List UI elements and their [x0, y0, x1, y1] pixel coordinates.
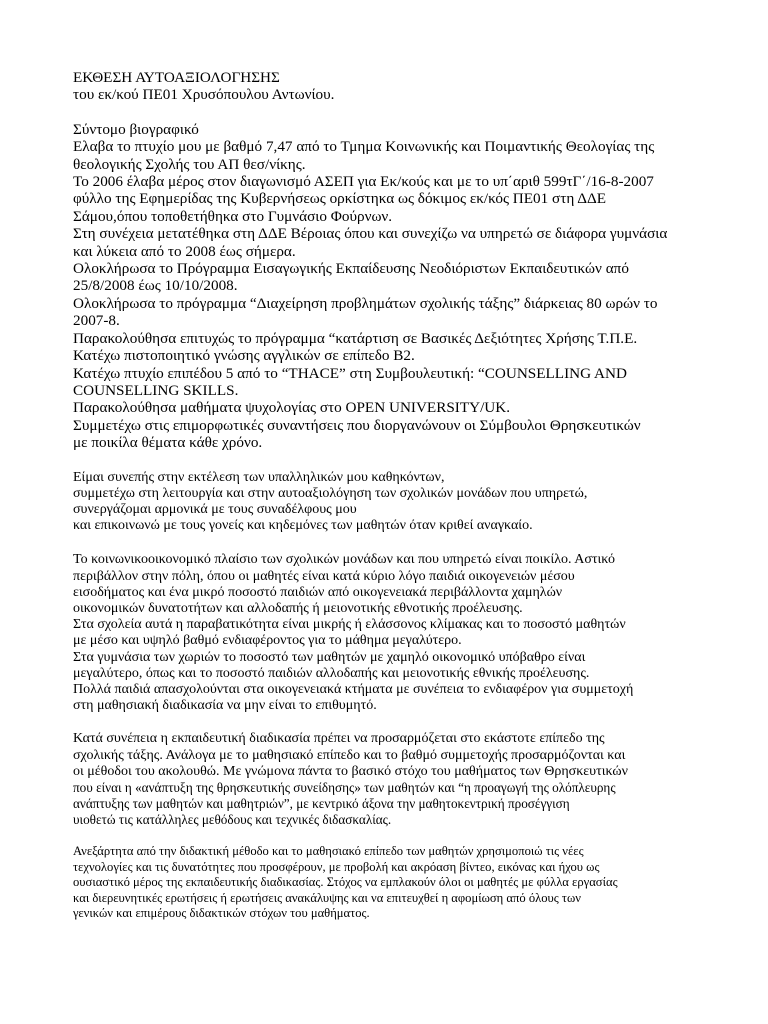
spacer [73, 827, 713, 844]
bio-line: COUNSELLING SKILLS. [73, 381, 239, 399]
bio-line: Παρακολούθησα επιτυχώς το πρόγραμμα “κατάρτιση σε Βασικές Δεξιότητες Χρήσης Τ.Π.Ε. [73, 329, 638, 347]
bio-heading: Σύντομο βιογραφικό [73, 120, 199, 138]
tech-line: ουσιαστικό μέρος της εκπαιδευτικής διαδικασίας. Στόχος να εμπλακούν όλοι οι μαθητές με φύλλα εργασίας [73, 875, 618, 890]
duties-line: και επικοινωνώ με τους γονείς και κηδεμόνες των μαθητών όταν κριθεί αναγκαίο. [73, 518, 533, 534]
method-line: υιοθετώ τις κατάλληλες μεθόδους και τεχνικές διδασκαλίας. [73, 811, 392, 827]
context-line: εισοδήματος και ένα μικρό ποσοστό παιδιών από οικογενειακά περιβάλλοντα χαμηλών [73, 584, 563, 600]
context-line: οικονομικών δυνατοτήτων και αλλοδαπής ή μειονοτικής εθνοτικής προέλευσης. [73, 600, 523, 616]
bio-line: Συμμετέχω στις επιμορφωτικές συναντήσεις που διοργανώνουν οι Σύμβουλοι Θρησκευτικών [73, 416, 641, 434]
tech-paragraph [73, 844, 713, 921]
method-line: Κατά συνέπεια η εκπαιδευτική διαδικασία πρέπει να προσαρμόζεται στο εκάστοτε επίπεδο της [73, 731, 605, 747]
document-page [73, 69, 713, 921]
tech-line: γενικών και επιμέρους διδακτικών στόχων του μαθήματος. [73, 906, 370, 920]
bio-line: Το 2006 έλαβα μέρος στον διαγωνισμό ΑΣΕΠ για Εκ/κούς και με το υπ΄αριθ 599τΓ΄/16-8-2007 [73, 173, 654, 191]
method-line: οι μέθοδοι του ακολουθώ. Με γνώμονα πάντα το βασικό στόχο του μαθήματος των Θρησκευτικών [73, 763, 628, 779]
bio-line: 2007-8. [73, 312, 120, 330]
bio-line: Κατέχω πιστοποιητικό γνώσης αγγλικών σε επίπεδο Β2. [73, 347, 415, 365]
bio-line: 25/8/2008 έως 10/10/2008. [73, 277, 238, 295]
duties-line: συμμετέχω στη λειτουργία και στην αυτοαξιολόγηση των σχολικών μονάδων που υπηρετώ, [73, 485, 588, 501]
duties-paragraph [73, 470, 713, 535]
bio-line: Στη συνέχεια μετατέθηκα στη ΔΔΕ Βέροιας όπου και συνεχίζω να υπηρετώ σε διάφορα γυμνάσια [73, 225, 668, 243]
bio-line: και λύκεια από το 2008 έως σήμερα. [73, 242, 296, 260]
context-line: Στα σχολεία αυτά η παραβατικότητα είναι μικρής ή ελάσσονος κλίμακας και το ποσοστό μαθητών [73, 617, 626, 633]
method-line: ανάπτυξης των μαθητών και μαθητριών”, με κεντρικό άξονα την μαθητοκεντρική προσέγγιση [73, 795, 570, 811]
bio-line: Ελαβα το πτυχίο μου με βαθμό 7,47 από το Τμημα Κοινωνικής και Ποιμαντικής Θεολογίας της [73, 138, 655, 156]
context-line: περιβάλλον στην πόλη, όπου οι μαθητές είναι κατά κύριο λόγο παιδιά οικογενειών μέσου [73, 568, 575, 584]
tech-line: και διερευνητικές ερωτήσεις ή ερωτήσεις ανακάλυψης και να επιτευχθεί η αφομίωση από όλους των [73, 890, 581, 905]
duties-line: Είμαι συνεπής στην εκτέλεση των υπαλληλικών μου καθηκόντων, [73, 469, 445, 485]
context-line: Το κοινωνικοοικονομικό πλαίσιο των σχολικών μονάδων και που υπηρετώ είναι ποικίλο. Αστικό [73, 552, 616, 568]
context-line: στη μαθησιακή διαδικασία να μην είναι το επιθυμητό. [73, 698, 377, 714]
document-subtitle: του εκ/κού ΠΕ01 Χρυσόπουλου Αντωνίου. [73, 86, 335, 104]
tech-line: Ανεξάρτητα από την διδακτική μέθοδο και το μαθησιακό επίπεδο των μαθητών χρησιμοποιώ τις νέες [73, 844, 584, 859]
context-line: Στα γυμνάσια των χωριών το ποσοστό των μαθητών με χαμηλό οικονομικό υπόβαθρο είναι [73, 649, 586, 665]
spacer [73, 534, 713, 552]
context-line: με μέσο και υψηλό βαθμό ενδιαφέροντος για το μάθημα μεγαλύτερο. [73, 633, 462, 649]
bio-line: Παρακολούθησα μαθήματα ψυχολογίας στο OPEN UNIVERSITY/UK. [73, 399, 511, 417]
bio-line: Κατέχω πτυχίο επιπέδου 5 από το “THACE” στη Συμβουλευτική: “COUNSELLING AND [73, 364, 627, 382]
method-line: σχολικής τάξης. Ανάλογα με το μαθησιακό επίπεδο και το βαθμό συμμετοχής προσαρμόζονται και [73, 747, 626, 763]
bio-paragraph [73, 138, 713, 451]
method-paragraph [73, 731, 713, 827]
duties-line: συνεργάζομαι αρμονικά με τους συναδέλφους μου [73, 501, 357, 517]
tech-line: τεχνολογίες και τις δυνατότητες που προσφέρουν, με προβολή και ακρόαση βίντεο, εικόνας και ήχου ως [73, 859, 600, 874]
bio-line: Ολοκλήρωσα το πρόγραμμα “Διαχείρηση προβλημάτων σχολικής τάξης” διάρκειας 80 ωρών το [73, 294, 658, 312]
method-line: που είναι η «ανάπτυξη της θρησκευτικής συνείδησης» των μαθητών και “η προαγωγή της ολόπλευρης [73, 779, 616, 795]
bio-line: Ολοκλήρωσα το Πρόγραμμα Εισαγωγικής Εκπαίδευσης Νεοδιόριστων Εκπαιδευτικών από [73, 260, 629, 278]
spacer [73, 104, 713, 121]
bio-line: Σάμου,όπου τοποθετήθηκα στο Γυμνάσιο Φούρνων. [73, 207, 393, 225]
document-title: ΕΚΘΕΣΗ ΑΥΤΟΑΞΙΟΛΟΓΗΣΗΣ [73, 69, 280, 86]
context-paragraph [73, 552, 713, 714]
bio-line: με ποικίλα θέματα κάθε χρόνο. [73, 434, 263, 452]
context-line: Πολλά παιδιά απασχολούνται στα οικογενειακά κτήματα με συνέπεια το ενδιαφέρον για συμμετοχή [73, 681, 634, 697]
spacer [73, 714, 713, 731]
spacer [73, 452, 713, 470]
bio-line: θεολογικής Σχολής του ΑΠ θεσ/νίκης. [73, 155, 306, 173]
context-line: μεγαλύτερο, όπως και το ποσοστό παιδιών αλλοδαπής και μειονοτικής εθνικής προέλευσης. [73, 665, 590, 681]
bio-line: φύλλο της Εφημερίδας της Κυβερνήσεως ορκίστηκα ως δόκιμος εκ/κός ΠΕ01 στη ΔΔΕ [73, 190, 607, 208]
